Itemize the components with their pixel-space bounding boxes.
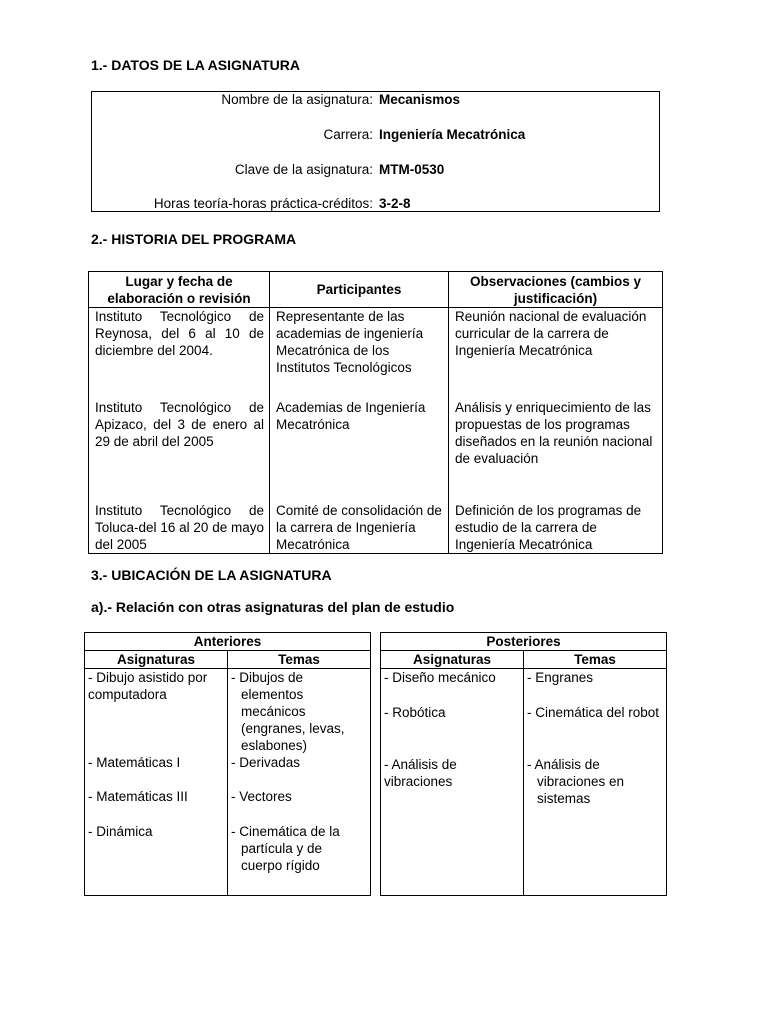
history-lugar: Instituto Tecnológico de Toluca-del 16 al 20 de mayo del 2005 xyxy=(95,503,264,552)
column-header-lugar: Lugar y fecha de elaboración o revisión xyxy=(89,272,270,308)
list-item: - Vectores xyxy=(231,789,292,804)
posteriores-title: Posteriores xyxy=(381,633,667,651)
history-participantes: Academias de Ingeniería Mecatrónica xyxy=(276,400,426,432)
list-item: - Cinemática de la partícula y de cuerpo rígido xyxy=(231,824,344,873)
history-lugar: Instituto Tecnológico de Apizaco, del 3 de enero al 29 de abril del 2005 xyxy=(95,400,264,449)
course-data-row xyxy=(91,196,660,216)
course-key-value: MTM-0530 xyxy=(379,162,445,177)
section3-heading: 3.- UBICACIÓN DE LA ASIGNATURA xyxy=(91,567,332,583)
anteriores-title: Anteriores xyxy=(85,633,371,651)
column-header-asignaturas: Asignaturas xyxy=(85,651,228,669)
column-header-temas: Temas xyxy=(228,651,371,669)
hours-value: 3-2-8 xyxy=(379,196,411,211)
history-observaciones: Definición de los programas de estudio de la carrera de Ingeniería Mecatrónica xyxy=(455,503,642,552)
list-item: - Robótica xyxy=(384,705,446,720)
list-item: - Análisis de vibraciones xyxy=(384,757,461,789)
history-observaciones: Análisis y enriquecimiento de las propuestas de los programas diseñados en la reunión nacional de evaluación xyxy=(455,400,653,466)
course-key-label: Clave de la asignatura: xyxy=(234,162,373,177)
list-item: - Cinemática del robot xyxy=(527,705,660,720)
history-participantes: Representante de las academias de ingeniería Mecatrónica de los Institutos Tecnológicos xyxy=(276,309,424,375)
list-item: - Dibujo asistido por computadora xyxy=(88,670,212,702)
career-value: Ingeniería Mecatrónica xyxy=(379,127,526,142)
column-header-observaciones: Observaciones (cambios y justificación) xyxy=(449,272,663,308)
list-item: - Diseño mecánico xyxy=(384,670,496,685)
course-data-row xyxy=(91,92,660,112)
column-header-asignaturas: Asignaturas xyxy=(381,651,524,669)
column-header-temas: Temas xyxy=(524,651,667,669)
course-data-row xyxy=(91,162,660,182)
course-name-value: Mecanismos xyxy=(379,92,461,107)
hours-label: Horas teoría-horas práctica-créditos: xyxy=(153,196,373,211)
career-label: Carrera: xyxy=(323,127,373,142)
section3-subheading: a).- Relación con otras asignaturas del plan de estudio xyxy=(91,599,455,615)
table-header-row xyxy=(89,272,663,308)
history-observaciones: Reunión nacional de evaluación curricular de la carrera de Ingeniería Mecatrónica xyxy=(455,309,647,358)
section2-heading: 2.- HISTORIA DEL PROGRAMA xyxy=(91,231,297,247)
program-history-table xyxy=(88,271,663,554)
list-item: - Matemáticas I xyxy=(88,755,181,770)
list-item: - Engranes xyxy=(527,670,594,685)
table-row xyxy=(89,308,663,554)
section1-heading: 1.- DATOS DE LA ASIGNATURA xyxy=(91,57,300,73)
posteriores-table xyxy=(380,632,667,896)
anteriores-table xyxy=(84,632,371,896)
list-item: - Dinámica xyxy=(88,824,153,839)
course-data-row xyxy=(91,127,660,147)
history-participantes: Comité de consolidación de la carrera de Ingeniería Mecatrónica xyxy=(276,503,442,552)
column-header-participantes: Participantes xyxy=(270,272,449,308)
list-item: - Derivadas xyxy=(231,755,301,770)
list-item: - Análisis de vibraciones en sistemas xyxy=(527,757,628,806)
list-item: - Dibujos de elementos mecánicos (engranes, levas, eslabones) xyxy=(231,670,349,753)
history-lugar: Instituto Tecnológico de Reynosa, del 6 al 10 de diciembre del 2004. xyxy=(95,309,264,358)
list-item: - Matemáticas III xyxy=(88,789,188,804)
course-name-label: Nombre de la asignatura: xyxy=(221,92,373,107)
